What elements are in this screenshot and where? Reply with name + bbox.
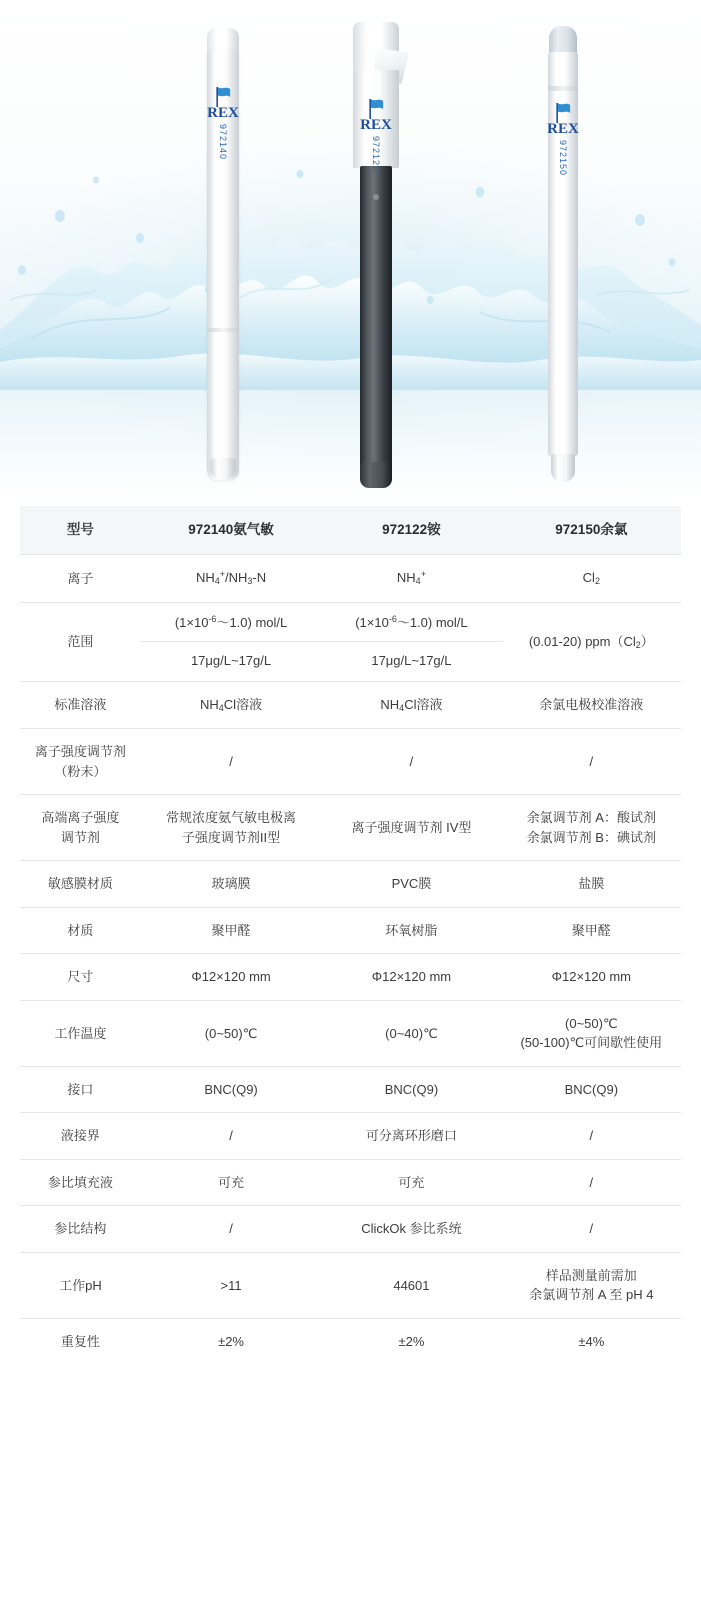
row-value: /: [141, 1113, 321, 1160]
row-value: /: [141, 1206, 321, 1253]
row-value: (0.01-20) $ppm(Cl_2)$: [502, 602, 681, 681]
row-value: 聚甲醛: [502, 907, 681, 954]
col-header-model: 型号: [66, 522, 94, 537]
brand-logo: REX: [360, 117, 392, 133]
table-row: [20, 795, 681, 861]
table-row: [20, 861, 681, 908]
row-value: >11: [141, 1252, 321, 1318]
probe3-ring: [548, 86, 578, 91]
row-value: /: [502, 1206, 681, 1253]
row-value: [502, 1252, 681, 1318]
row-value: /: [321, 729, 501, 795]
value-line2: (50-100)℃可间歇性使用: [520, 1035, 663, 1051]
row-value: BNC(Q9): [321, 1066, 501, 1113]
row-value: /: [502, 1159, 681, 1206]
row-value: Φ12×120 mm: [321, 954, 501, 1001]
row-label-line2: （粉末）: [54, 763, 107, 779]
range-bottom: 17μg/L~17g/L: [190, 653, 272, 669]
row-label: 材质: [20, 907, 141, 954]
range-bottom: 17μg/L~17g/L: [371, 653, 452, 669]
row-value-split: [141, 602, 321, 681]
row-value: ±2%: [141, 1318, 321, 1364]
range-top: $(1\times 10^{-6}\sim 1.0)$ mol/L: [141, 603, 321, 643]
probe3-body: [548, 52, 578, 456]
row-value: /: [141, 729, 321, 795]
row-label: 重复性: [20, 1318, 141, 1364]
row-value: /: [502, 729, 681, 795]
table-row: [20, 1252, 681, 1318]
row-value: $Cl_2$: [502, 555, 681, 603]
probe3-model-number: 972150: [557, 140, 568, 177]
specification-table: [20, 506, 681, 1364]
table-row: [20, 681, 681, 729]
row-value: 44601: [321, 1252, 501, 1318]
range-top: $(1\times 10^{-6}\sim 1.0)$ mol/L: [321, 603, 501, 643]
row-value: PVC膜: [321, 861, 501, 908]
row-label: 标准溶液: [20, 681, 141, 729]
row-label-line1: 离子强度调节剂: [34, 744, 126, 760]
row-value: 余氯电极校准溶液: [502, 681, 681, 729]
row-value: Φ12×120 mm: [502, 954, 681, 1001]
table-row: [20, 1318, 681, 1364]
row-label: 液接界: [20, 1113, 141, 1160]
row-value: $NH_4^+$: [321, 555, 501, 603]
product-image-972150: [540, 26, 586, 482]
row-value: 可分离环形磨口: [321, 1113, 501, 1160]
table-row: [20, 1113, 681, 1160]
row-label: 工作pH: [20, 1252, 141, 1318]
row-label-line1: 高端离子强度: [41, 810, 120, 826]
row-value: [141, 795, 321, 861]
table-row: [20, 555, 681, 603]
value-line1: 常规浓度氨气敏电极离: [166, 810, 297, 826]
row-label-line2: 调节剂: [60, 829, 100, 845]
col-header-972150: 972150余氯: [555, 522, 628, 537]
table-row: [20, 729, 681, 795]
row-value: 玻璃膜: [141, 861, 321, 908]
row-value: /: [502, 1113, 681, 1160]
row-value: 可充: [321, 1159, 501, 1206]
probe2-model-number: 972122: [370, 136, 381, 173]
row-value: 聚甲醛: [141, 907, 321, 954]
table-header-row: [20, 506, 681, 555]
probe2-tip: [360, 462, 392, 488]
value-line2: 余氯调节剂 A 至 pH 4: [529, 1287, 654, 1303]
row-value: 盐膜: [502, 861, 681, 908]
row-value: (0~40)℃: [321, 1000, 501, 1066]
probe2-shaft: [360, 166, 392, 466]
table-row: [20, 1159, 681, 1206]
probe2-upper-body: [353, 70, 399, 168]
row-value: [502, 795, 681, 861]
row-label: 范围: [20, 602, 141, 681]
spec-table-head: [20, 506, 681, 555]
row-value: 离子强度调节剂 IV型: [321, 795, 501, 861]
row-label: 接口: [20, 1066, 141, 1113]
row-label: 参比结构: [20, 1206, 141, 1253]
row-value: ±4%: [502, 1318, 681, 1364]
probe1-tip: [210, 458, 236, 480]
row-value: ±2%: [321, 1318, 501, 1364]
brand-logo: REX: [547, 121, 579, 137]
table-row: [20, 954, 681, 1001]
row-label: [20, 795, 141, 861]
col-header-972122: 972122铵: [382, 522, 441, 537]
row-value: BNC(Q9): [502, 1066, 681, 1113]
product-image-972122: [345, 22, 407, 488]
row-value: [502, 1000, 681, 1066]
row-label: 工作温度: [20, 1000, 141, 1066]
row-value: ClickOk 参比系统: [321, 1206, 501, 1253]
value-line1: (0~50)℃: [565, 1015, 618, 1031]
probe1-body: [207, 50, 239, 480]
row-value: BNC(Q9): [141, 1066, 321, 1113]
row-value: Φ12×120 mm: [141, 954, 321, 1001]
table-row: [20, 1066, 681, 1113]
row-label: 敏感膜材质: [20, 861, 141, 908]
col-header-972140: 972140氨气敏: [188, 522, 274, 537]
table-row: [20, 1000, 681, 1066]
value-line1: 余氯调节剂 A：酸试剂: [526, 810, 656, 826]
row-label: 尺寸: [20, 954, 141, 1001]
brand-logo: REX: [207, 105, 239, 121]
spec-table-body: [20, 555, 681, 1365]
page-bottom-spacer: [0, 1390, 701, 1408]
table-row: [20, 602, 681, 681]
probe1-ring: [207, 328, 239, 332]
row-label: 离子: [20, 555, 141, 603]
probe3-tip: [551, 454, 575, 482]
row-value-split: [321, 602, 501, 681]
value-line1: 样品测量前需加: [545, 1267, 637, 1283]
row-value: $NH_4Cl$溶液: [141, 681, 321, 729]
row-label: 参比填充液: [20, 1159, 141, 1206]
value-line2: 余氯调节剂 B：碘试剂: [526, 829, 656, 845]
row-label: [20, 729, 141, 795]
row-value: 环氧树脂: [321, 907, 501, 954]
hero-banner: [0, 0, 701, 500]
row-value: $NH_4Cl$溶液: [321, 681, 501, 729]
row-value: (0~50)℃: [141, 1000, 321, 1066]
row-value: $NH_4^+/NH_3-N$: [141, 555, 321, 603]
probe1-model-number: 972140: [217, 124, 228, 161]
table-row: [20, 907, 681, 954]
value-line2: 子强度调节剂II型: [181, 829, 281, 845]
table-row: [20, 1206, 681, 1253]
product-image-972140: [200, 28, 246, 480]
row-value: 可充: [141, 1159, 321, 1206]
